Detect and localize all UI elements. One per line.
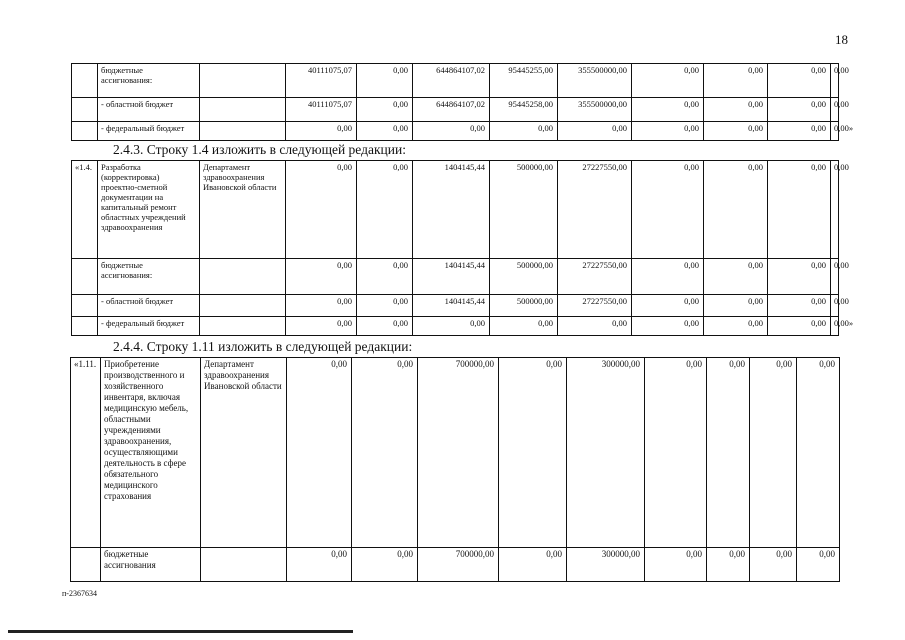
value-cell: 27227550,00	[558, 295, 632, 317]
budget-table-top	[71, 63, 854, 141]
value-cell: 0,00	[768, 98, 831, 122]
value-cell: 0,00	[768, 122, 831, 141]
row-code-cell	[72, 64, 98, 98]
row-executor-cell: Департамент здравоохранения Ивановской области	[200, 161, 286, 259]
value-cell: 95445255,00	[490, 64, 558, 98]
value-cell: 700000,00	[418, 548, 499, 582]
value-cell: 0,00	[413, 122, 490, 141]
value-cell: 0,00»	[831, 122, 839, 141]
value-cell: 0,00	[704, 64, 768, 98]
value-cell: 0,00	[499, 548, 567, 582]
value-cell: 0,00	[768, 161, 831, 259]
table-row	[72, 317, 839, 336]
value-cell: 0,00	[831, 161, 839, 259]
value-cell: 300000,00	[567, 548, 645, 582]
row-executor-cell	[200, 64, 286, 98]
value-cell: 0,00	[357, 98, 413, 122]
value-cell: 0,00	[632, 259, 704, 295]
bottom-rule	[8, 630, 353, 633]
value-cell: 40111075,07	[286, 64, 357, 98]
value-cell: 0,00	[707, 358, 750, 548]
value-cell: 0,00	[707, 548, 750, 582]
value-cell: 0,00	[831, 98, 839, 122]
budget-table-row-1-4-body	[72, 161, 854, 336]
value-cell: 355500000,00	[558, 64, 632, 98]
heading-2-4-3: 2.4.3. Строку 1.4 изложить в следующей редакции:	[113, 142, 406, 157]
value-cell: 0,00	[490, 317, 558, 336]
value-cell: 0,00	[632, 64, 704, 98]
value-cell: 1404145,44	[413, 295, 490, 317]
value-cell: 0,00	[768, 259, 831, 295]
row-code-cell	[71, 548, 101, 582]
value-cell: 0,00	[831, 259, 839, 295]
value-cell: 500000,00	[490, 161, 558, 259]
table-row	[72, 122, 839, 141]
value-cell: 644864107,02	[413, 64, 490, 98]
value-cell: 0,00	[831, 295, 839, 317]
value-cell: 95445258,00	[490, 98, 558, 122]
table-row	[72, 295, 839, 317]
heading-2-4-4: 2.4.4. Строку 1.11 изложить в следующей редакции:	[113, 339, 413, 354]
row-code-cell	[72, 259, 98, 295]
value-cell: 0,00	[490, 122, 558, 141]
value-cell: 0,00	[352, 548, 418, 582]
value-cell: 0,00	[287, 358, 352, 548]
value-cell: 0,00	[797, 358, 840, 548]
value-cell: 0,00	[287, 548, 352, 582]
value-cell: 0,00	[558, 122, 632, 141]
value-cell: 0,00	[750, 548, 797, 582]
value-cell: 0,00	[357, 122, 413, 141]
budget-table-row-1-11	[70, 357, 840, 582]
value-cell: 0,00	[286, 295, 357, 317]
value-cell: 355500000,00	[558, 98, 632, 122]
row-executor-cell	[201, 548, 287, 582]
value-cell: 0,00	[357, 64, 413, 98]
value-cell: 0,00	[286, 317, 357, 336]
value-cell: 0,00	[768, 64, 831, 98]
row-code-cell: «1.11.	[71, 358, 101, 548]
row-name-cell: - федеральный бюджет	[98, 317, 200, 336]
value-cell: 0,00	[704, 122, 768, 141]
value-cell: 40111075,07	[286, 98, 357, 122]
row-name-cell: бюджетные ассигнования:	[98, 64, 200, 98]
value-cell: 0,00	[286, 161, 357, 259]
value-cell: 27227550,00	[558, 259, 632, 295]
row-name-cell: бюджетные ассигнования:	[98, 259, 200, 295]
row-name-cell: бюджетные ассигнования	[101, 548, 201, 582]
table-row	[72, 259, 839, 295]
value-cell: 500000,00	[490, 259, 558, 295]
value-cell: 0,00	[632, 317, 704, 336]
value-cell: 0,00»	[831, 317, 839, 336]
value-cell: 0,00	[286, 259, 357, 295]
value-cell: 644864107,02	[413, 98, 490, 122]
value-cell: 0,00	[768, 317, 831, 336]
value-cell: 0,00	[831, 64, 839, 98]
value-cell: 700000,00	[418, 358, 499, 548]
value-cell: 1404145,44	[413, 161, 490, 259]
budget-table-row-1-4	[71, 160, 854, 336]
row-executor-cell	[200, 98, 286, 122]
value-cell: 0,00	[357, 161, 413, 259]
row-code-cell	[72, 98, 98, 122]
value-cell: 27227550,00	[558, 161, 632, 259]
value-cell: 0,00	[704, 98, 768, 122]
value-cell: 300000,00	[567, 358, 645, 548]
value-cell: 0,00	[645, 358, 707, 548]
budget-table-row-1-11-body	[71, 358, 840, 582]
value-cell: 0,00	[704, 259, 768, 295]
value-cell: 0,00	[704, 161, 768, 259]
document-number: п-2367634	[62, 589, 97, 598]
table-row	[71, 358, 840, 548]
value-cell: 0,00	[357, 317, 413, 336]
row-name-cell: Разработка (корректировка) проектно-сметной документации на капитальный ремонт областных учреждений здравоохранения	[98, 161, 200, 259]
value-cell: 0,00	[632, 295, 704, 317]
value-cell: 0,00	[357, 295, 413, 317]
row-name-cell: - федеральный бюджет	[98, 122, 200, 141]
value-cell: 0,00	[357, 259, 413, 295]
row-executor-cell	[200, 259, 286, 295]
value-cell: 0,00	[645, 548, 707, 582]
row-code-cell: «1.4.	[72, 161, 98, 259]
budget-table-top-body	[72, 64, 854, 141]
row-executor-cell	[200, 317, 286, 336]
table-row	[72, 64, 839, 98]
value-cell: 0,00	[704, 317, 768, 336]
value-cell: 1404145,44	[413, 259, 490, 295]
row-code-cell	[72, 317, 98, 336]
row-executor-cell: Департамент здравоохранения Ивановской области	[201, 358, 287, 548]
table-row	[72, 98, 839, 122]
value-cell: 0,00	[558, 317, 632, 336]
page-number: 18	[835, 32, 848, 47]
row-name-cell: - областной бюджет	[98, 295, 200, 317]
value-cell: 0,00	[704, 295, 768, 317]
value-cell: 0,00	[632, 161, 704, 259]
value-cell: 0,00	[499, 358, 567, 548]
value-cell: 0,00	[797, 548, 840, 582]
row-name-cell: - областной бюджет	[98, 98, 200, 122]
row-code-cell	[72, 122, 98, 141]
table-row	[71, 548, 840, 582]
table-row	[72, 161, 839, 259]
value-cell: 0,00	[632, 122, 704, 141]
row-code-cell	[72, 295, 98, 317]
row-executor-cell	[200, 295, 286, 317]
value-cell: 0,00	[750, 358, 797, 548]
row-name-cell: Приобретение производственного и хозяйственного инвентаря, включая медицинскую мебель, областными учреждениями здравоохранения, осуществляющими деятельность в сфере обязательного медицинского страхования	[101, 358, 201, 548]
value-cell: 0,00	[768, 295, 831, 317]
row-executor-cell	[200, 122, 286, 141]
value-cell: 0,00	[286, 122, 357, 141]
value-cell: 0,00	[632, 98, 704, 122]
value-cell: 500000,00	[490, 295, 558, 317]
value-cell: 0,00	[352, 358, 418, 548]
value-cell: 0,00	[413, 317, 490, 336]
